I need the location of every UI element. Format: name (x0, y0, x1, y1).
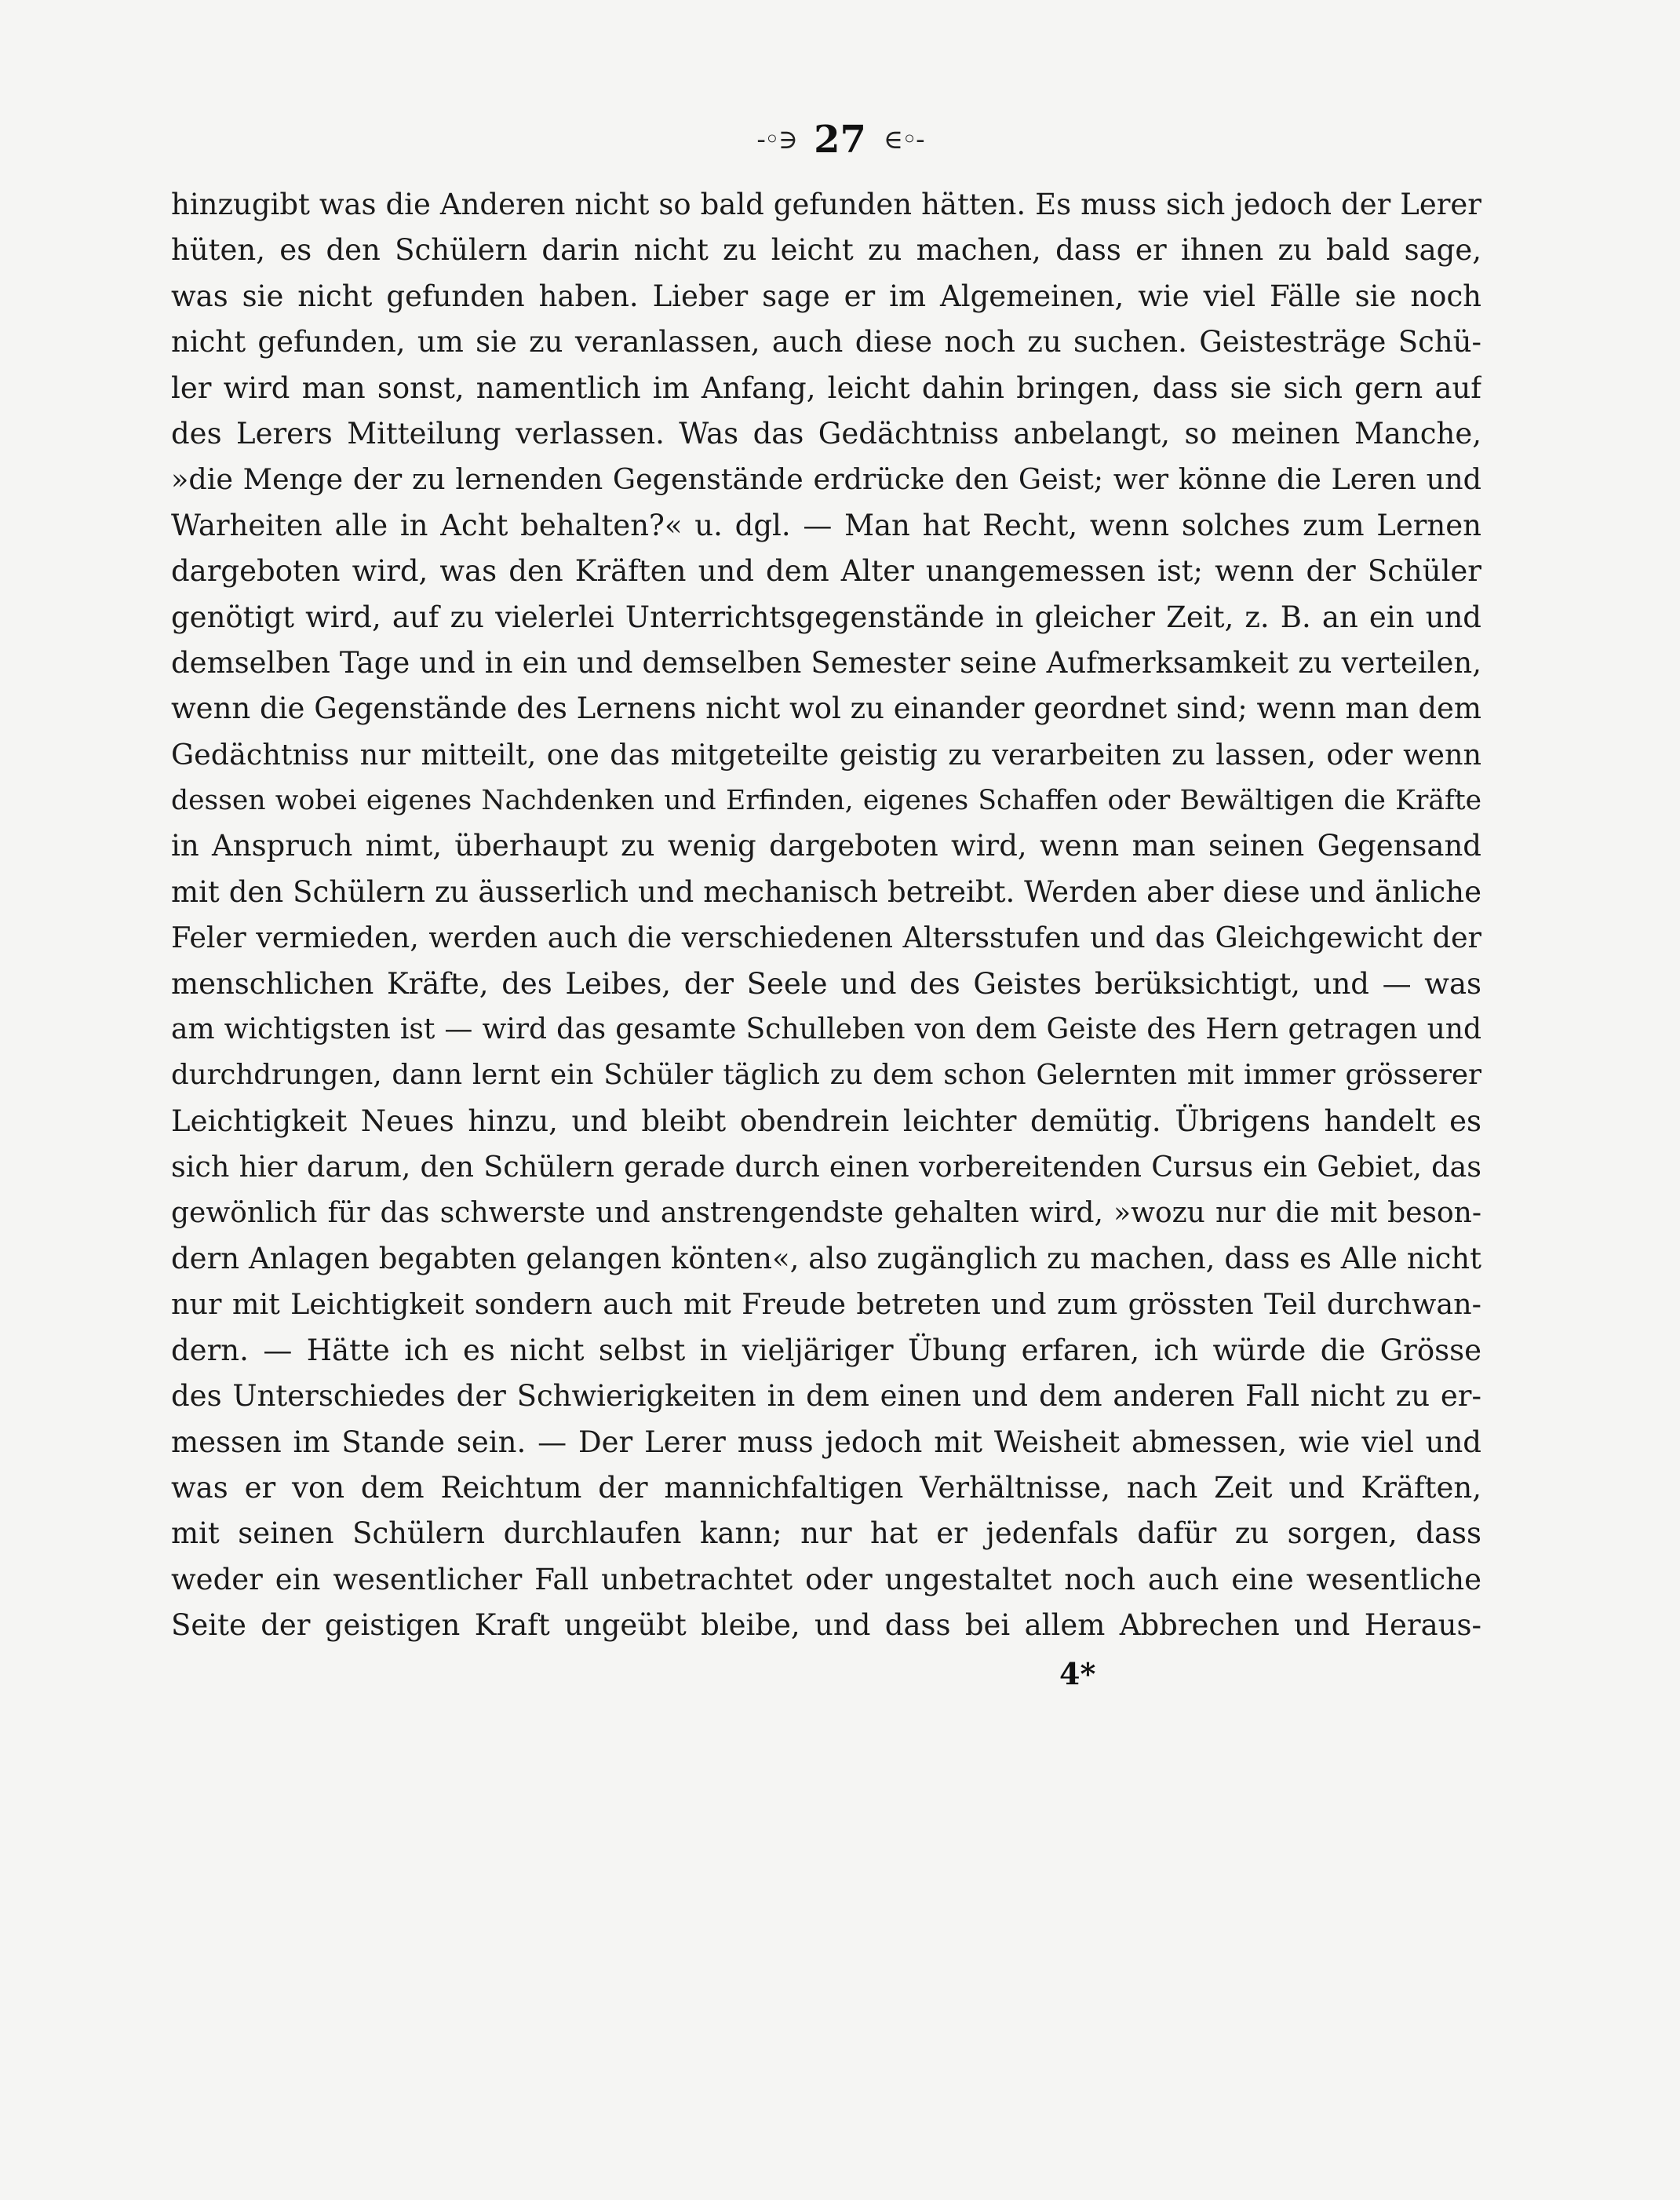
text-line: am wichtigsten ist — wird das gesamte Schulleben von dem Geiste des Hern getragen und (171, 1013, 1481, 1046)
text-line: menschlichen Kräfte, des Leibes, der Seele und des Geistes berüksichtigt, und — was (171, 966, 1481, 1001)
signature-mark: 4* (1059, 1656, 1096, 1691)
text-line: durchdrungen, dann lernt ein Schüler täglich zu dem schon Gelernten mit immer grösserer (171, 1059, 1481, 1092)
text-line: messen im Stande sein. — Der Lerer muss jedoch mit Weisheit abmessen, wie viel und (171, 1425, 1481, 1459)
text-line: wenn die Gegenstände des Lernens nicht wol zu einander geordnet sind; wenn man dem (171, 691, 1481, 726)
page-header (0, 116, 1680, 163)
text-line: Feler vermieden, werden auch die verschiedenen Altersstufen und das Gleichgewicht der (171, 921, 1481, 955)
text-line: was er von dem Reichtum der mannichfaltigen Verhältnisse, nach Zeit und Kräften, (171, 1470, 1481, 1505)
text-line: demselben Tage und in ein und demselben Semester seine Aufmerksamkeit zu verteilen, (171, 645, 1481, 680)
text-line: mit seinen Schülern durchlaufen kann; nur hat er jedenfals dafür zu sorgen, dass (171, 1516, 1481, 1551)
text-line: hinzugibt was die Anderen nicht so bald gefunden hätten. Es muss sich jedoch der Lerer (171, 188, 1481, 221)
text-line: hüten, es den Schülern darin nicht zu leicht zu machen, dass er ihnen zu bald sage, (171, 233, 1481, 268)
text-line: weder ein wesentlicher Fall unbetrachtet oder ungestaltet noch auch eine wesentliche (171, 1562, 1481, 1596)
text-line: dern. — Hätte ich es nicht selbst in vieljäriger Übung erfaren, ich würde die Grösse (171, 1333, 1481, 1367)
text-line: Seite der geistigen Kraft ungeübt bleibe, und dass bei allem Abbrechen und Heraus- (171, 1608, 1481, 1643)
text-line: nur mit Leichtigkeit sondern auch mit Freude betreten und zum grössten Teil durchwan- (171, 1287, 1481, 1322)
text-line: dern Anlagen begabten gelangen könten«, also zugänglich zu machen, dass es Alle nicht (171, 1241, 1481, 1275)
text-line: des Lerers Mitteilung verlassen. Was das Gedächtniss anbelangt, so meinen Manche, (171, 416, 1481, 451)
text-line: mit den Schülern zu äusserlich und mechanisch betreibt. Werden aber diese und änliche (171, 874, 1481, 909)
text-line: was sie nicht gefunden haben. Lieber sage er im Algemeinen, wie viel Fälle sie noch (171, 279, 1481, 313)
text-line: sich hier darum, den Schülern gerade durch einen vorbereitenden Cursus ein Gebiet, das (171, 1150, 1481, 1184)
text-line: in Anspruch nimt, überhaupt zu wenig dargeboten wird, wenn man seinen Gegensand (171, 829, 1481, 863)
text-line: gewönlich für das schwerste und anstrengendste gehalten wird, »wozu nur die mit beson- (171, 1196, 1481, 1229)
text-line: ler wird man sonst, namentlich im Anfang, leicht dahin bringen, dass sie sich gern auf (171, 370, 1481, 405)
text-line: dessen wobei eigenes Nachdenken und Erfinden, eigenes Schaffen oder Bewältigen die Kräfte (171, 785, 1481, 817)
page-number: 27 (814, 118, 866, 162)
ornament-right-icon: ∈◦- (883, 124, 924, 155)
body-text (171, 182, 1481, 1649)
ornament-left-icon: -◦∋ (756, 124, 797, 155)
text-line: dargeboten wird, was den Kräften und dem Alter unangemessen ist; wenn der Schüler (171, 554, 1481, 589)
text-line: nicht gefunden, um sie zu veranlassen, auch diese noch zu suchen. Geistesträge Schü- (171, 325, 1481, 359)
text-line: Leichtigkeit Neues hinzu, und bleibt obendrein leichter demütig. Übrigens handelt es (171, 1104, 1481, 1138)
text-line: genötigt wird, auf zu vielerlei Unterrichtsgegenstände in gleicher Zeit, z. B. an ein und (171, 600, 1481, 634)
text-line: Gedächtniss nur mitteilt, one das mitgeteilte geistig zu verarbeiten zu lassen, oder wenn (171, 737, 1481, 772)
text-line: »die Menge der zu lernenden Gegenstände erdrücke den Geist; wer könne die Leren und (171, 462, 1481, 497)
text-line: des Unterschiedes der Schwierigkeiten in dem einen und dem anderen Fall nicht zu er- (171, 1379, 1481, 1414)
text-line: Warheiten alle in Acht behalten?« u. dgl. — Man hat Recht, wenn solches zum Lernen (171, 508, 1481, 542)
